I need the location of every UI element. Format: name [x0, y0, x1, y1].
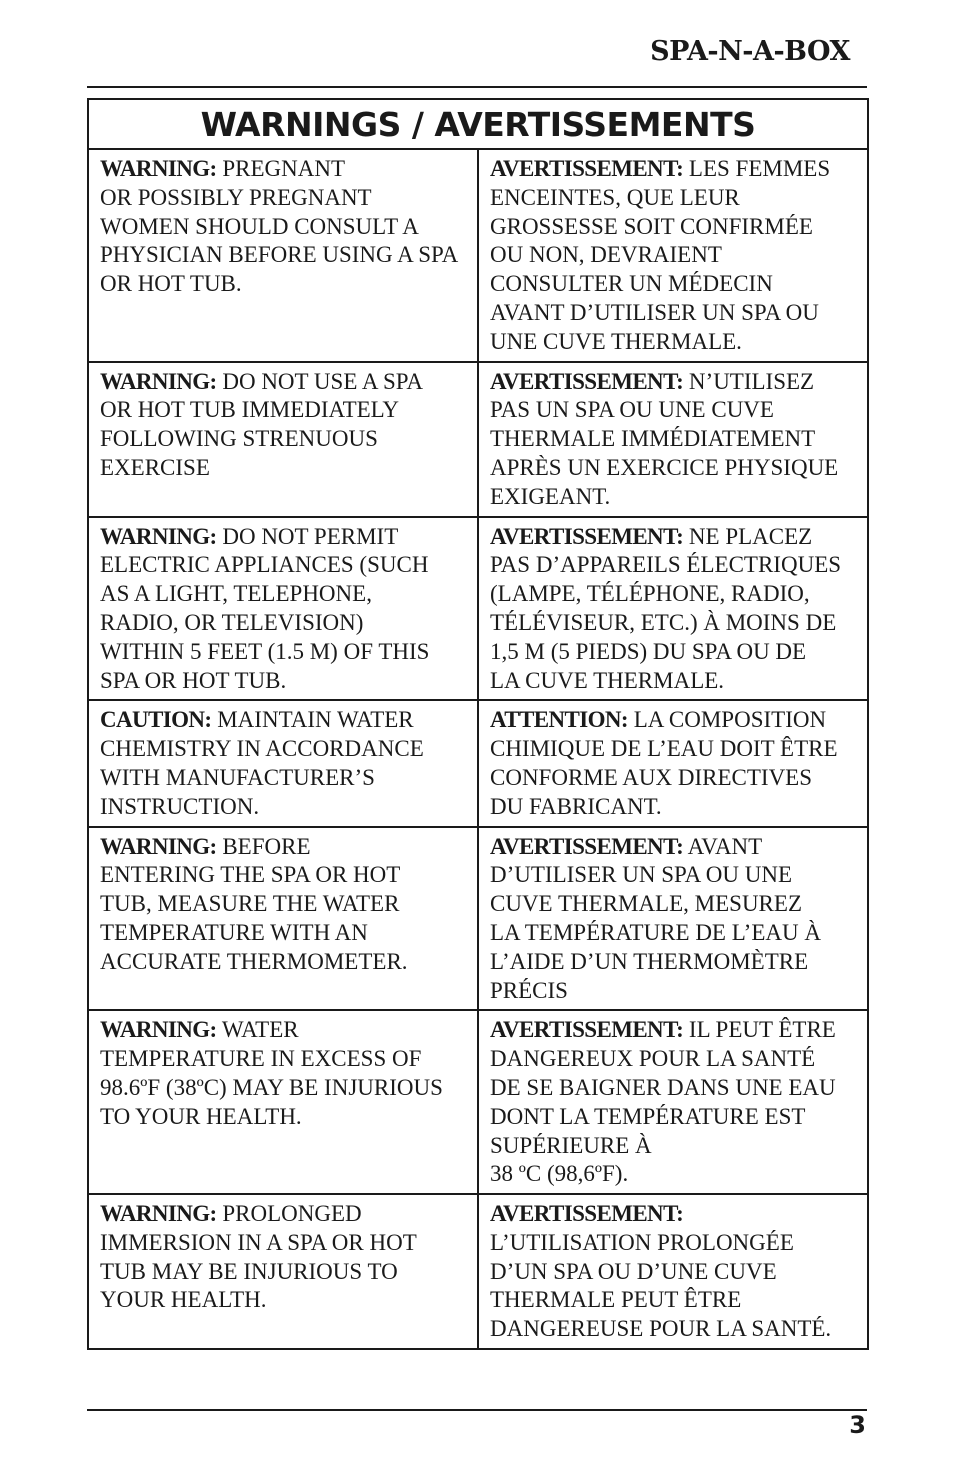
french-warning-cell [478, 362, 868, 517]
warning-text: MAINTAIN WATER CHEMISTRY IN ACCORDANCE WITH MANUFACTURER’S INSTRUCTION. [100, 707, 424, 819]
warning-text: WATER TEMPERATURE IN EXCESS OF 98.6ºF (38ºC) MAY BE INJURIOUS TO YOUR HEALTH. [100, 1017, 443, 1129]
page-number: 3 [849, 1411, 866, 1439]
brand-logo: SPA-N-A-BOX [650, 36, 850, 67]
warning-text: BEFORE ENTERING THE SPA OR HOT TUB, MEASURE THE WATER TEMPERATURE WITH AN ACCURATE THERMOMETER. [100, 833, 408, 974]
warning-text: DO NOT PERMIT ELECTRIC APPLIANCES (SUCH AS A LIGHT, TELEPHONE, RADIO, OR TELEVISION) WITHIN 5 FEET (1.5 M) OF THIS SPA OR HOT TUB. [100, 523, 430, 693]
french-warning-cell [478, 149, 868, 362]
english-warning-cell [88, 149, 478, 362]
english-warning-cell [88, 700, 478, 826]
table-header-row [88, 99, 868, 149]
warning-text: AVANT D’UTILISER UN SPA OU UNE CUVE THERMALE, MESUREZ LA TEMPÉRATURE DE L’EAU À L’AIDE D’UN THERMOMÈTRE PRÉCIS [490, 833, 821, 1003]
english-warning-cell [88, 1194, 478, 1349]
warning-text: LA COMPOSITION CHIMIQUE DE L’EAU DOIT ÊTRE CONFORME AUX DIRECTIVES DU FABRICANT. [490, 707, 838, 819]
french-warning-cell [478, 1010, 868, 1194]
warning-text: LES FEMMES ENCEINTES, QUE LEUR GROSSESSE SOIT CONFIRMÉE OU NON, DEVRAIENT CONSULTER UN MÉDECIN AVANT D’UTILISER UN SPA OU UNE CUVE THERMALE. [490, 156, 831, 354]
french-warning-cell [478, 517, 868, 701]
warning-text: PROLONGED IMMERSION IN A SPA OR HOT TUB MAY BE INJURIOUS TO YOUR HEALTH. [100, 1201, 417, 1313]
english-warning-cell [88, 362, 478, 517]
warning-label: WARNING: [100, 156, 217, 181]
table-row [88, 700, 868, 826]
warning-label: AVERTISSEMENT: [490, 368, 684, 394]
french-warning-cell [478, 700, 868, 826]
table-row [88, 362, 868, 517]
warnings-table [87, 98, 869, 1350]
warning-text: N’UTILISEZ PAS UN SPA OU UNE CUVE THERMALE IMMÉDIATEMENT APRÈS UN EXERCICE PHYSIQUE EXIGEANT. [490, 368, 839, 509]
warning-label: WARNING: [100, 368, 217, 394]
warning-label: WARNING: [100, 833, 217, 859]
english-warning-cell [88, 827, 478, 1011]
warning-label: ATTENTION: [490, 707, 628, 733]
table-row [88, 149, 868, 362]
table-title: WARNINGS / AVERTISSEMENTS [88, 99, 868, 149]
french-warning-cell [478, 827, 868, 1011]
warning-label: WARNING: [100, 523, 217, 549]
warning-text: NE PLACEZ PAS D’APPAREILS ÉLECTRIQUES (LAMPE, TÉLÉPHONE, RADIO, TÉLÉVISEUR, ETC.) À MOINS DE 1,5 M (5 PIEDS) DU SPA OU DE LA CUVE THERMALE. [490, 523, 842, 693]
warning-label: AVERTISSEMENT: [490, 1017, 684, 1043]
warning-label: WARNING: [100, 1201, 217, 1227]
warning-label: AVERTISSEMENT: [490, 1201, 684, 1227]
warning-text: DO NOT USE A SPA OR HOT TUB IMMEDIATELY FOLLOWING STRENUOUS EXERCISE [100, 368, 424, 480]
warning-text: L’UTILISATION PROLONGÉE D’UN SPA OU D’UNE CUVE THERMALE PEUT ÊTRE DANGEREUSE POUR LA SANTÉ. [490, 1229, 832, 1342]
warning-label: CAUTION: [100, 707, 212, 733]
warning-label: AVERTISSEMENT: [490, 833, 684, 859]
french-warning-cell [478, 1194, 868, 1349]
table-row [88, 827, 868, 1011]
warning-label: WARNING: [100, 1017, 217, 1043]
table-row [88, 1194, 868, 1349]
english-warning-cell [88, 1010, 478, 1194]
warning-label: AVERTISSEMENT: [490, 523, 684, 549]
footer-rule [87, 1409, 867, 1411]
warning-label: AVERTISSEMENT: [490, 156, 684, 181]
warning-text: IL PEUT ÊTRE DANGEREUX POUR LA SANTÉ DE SE BAIGNER DANS UNE EAU DONT LA TEMPÉRATURE EST SUPÉRIEURE À 38 ºC (98,6ºF). [490, 1017, 836, 1187]
english-warning-cell [88, 517, 478, 701]
table-row [88, 1010, 868, 1194]
warning-text: PREGNANT OR POSSIBLY PREGNANT WOMEN SHOULD CONSULT A PHYSICIAN BEFORE USING A SPA OR HOT TUB. [100, 156, 459, 297]
table-row [88, 517, 868, 701]
header-rule [87, 86, 867, 88]
